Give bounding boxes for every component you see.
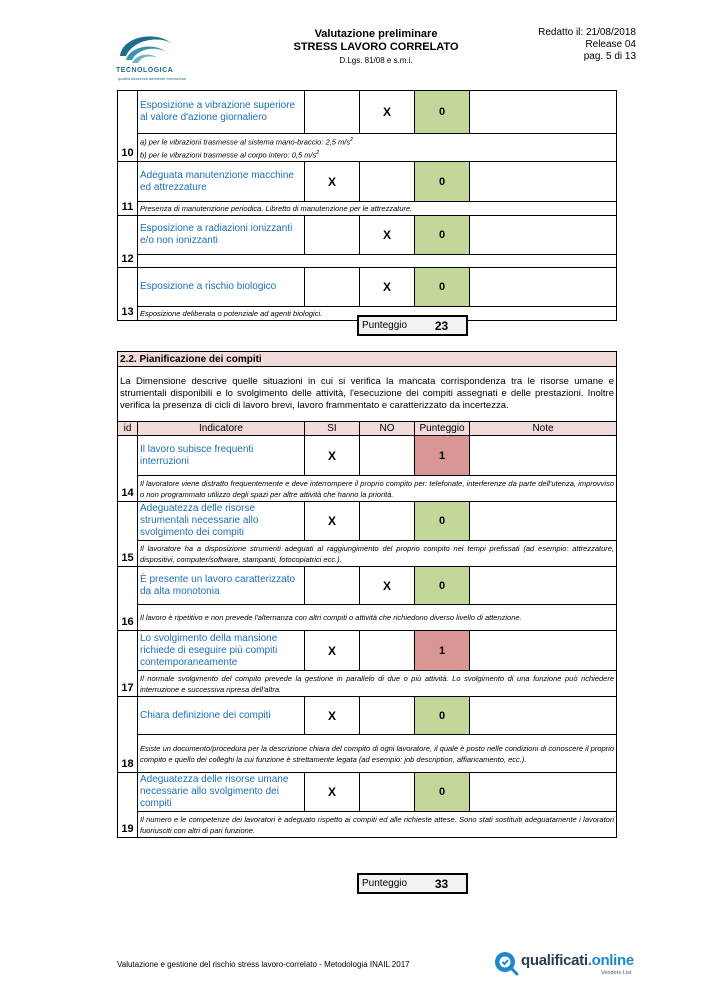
row-si: [305, 567, 360, 605]
table-row-description: [118, 202, 617, 216]
row-score: 0: [415, 502, 470, 541]
document-title: Valutazione preliminare: [314, 28, 438, 40]
document-title-block: [260, 28, 492, 67]
row-description: Il lavoratore viene distratto frequentemente e deve interrompere il proprio compito per: telefonate, interferenze da parte dell'utenza, improvviso o non programmato utilizzo degli spazi per altre attività che hanno la priorità.: [138, 476, 617, 502]
row-no: X: [360, 567, 415, 605]
row-id: 18: [118, 697, 138, 773]
punteggio-value: 33: [434, 876, 449, 891]
table-row: [118, 567, 617, 605]
row-description: Il lavoro è ripetitivo e non prevede l'alternanza con altri compiti o attività che richiedono diverso livello di attenzione.: [138, 605, 617, 631]
brand-subtitle: Vendors List: [601, 970, 632, 976]
document-meta: [538, 27, 636, 63]
row-description: Esiste un documento/procedura per la descrizione chiara del compito di ogni lavoratore, il quale è posto nelle condizioni di conoscere il proprio compito e quello dei colleghi la cui funzione è strettamente legata (ad esempio: job description, affiancamento, ecc.).: [138, 735, 617, 773]
col-header-si: SI: [305, 422, 360, 436]
row-id: 19: [118, 773, 138, 838]
qualificati-logo: [493, 948, 643, 978]
row-si: X: [305, 773, 360, 812]
row-score: 0: [415, 216, 470, 255]
row-notes: [470, 436, 617, 476]
indicators-table-top: [117, 90, 617, 321]
row-score: 0: [415, 91, 470, 134]
row-notes: [470, 697, 617, 735]
row-no: X: [360, 91, 415, 134]
table-row: [118, 216, 617, 255]
row-score: 1: [415, 631, 470, 671]
table-row-description: [118, 735, 617, 773]
table-row-description: [118, 255, 617, 268]
row-indicator: Lo svolgimento della mansione richiede di eseguire più compiti contemporaneamente: [138, 631, 305, 671]
row-si: [305, 216, 360, 255]
redatto-date: Redatto il: 21/08/2018: [538, 27, 636, 38]
row-description: Il normale svolgimento del compito prevede la gestione in parallelo di due o più attività. Lo svolgimento di una funzione può richiedere interruzione e successiva ripresa dell'altra.: [138, 671, 617, 697]
qualificati-magnifier-icon: [493, 950, 519, 976]
row-score: 0: [415, 567, 470, 605]
table-row: [118, 502, 617, 541]
row-indicator: Esposizione a radiazioni ionizzanti e/o non ionizzanti: [138, 216, 305, 255]
row-description: Esposizione deliberata o potenziale ad agenti biologici.: [138, 307, 617, 321]
row-id: 13: [118, 268, 138, 321]
page-header: [0, 0, 706, 90]
row-indicator: Chiara definizione dei compiti: [138, 697, 305, 735]
section-intro-row: [118, 367, 617, 422]
row-notes: [470, 268, 617, 307]
row-indicator: Esposizione a vibrazione superiore al valore d'azione giornaliero: [138, 91, 305, 134]
table-row-description: [118, 605, 617, 631]
row-description: Il lavoratore ha a disposizione strumenti adeguati al raggiungimento del proprio compito nei tempi prefissati (ad esempio: attrezzature, dispositivi, computer/software, stampanti, fotocopiatrici ecc.).: [138, 541, 617, 567]
row-description: Presenza di manutenzione periodica. Libretto di manutenzione per le attrezzature.: [138, 202, 617, 216]
indicators-table-section: [117, 351, 617, 838]
table-row-description: [118, 541, 617, 567]
col-header-notes: Note: [470, 422, 617, 436]
table-row: [118, 436, 617, 476]
row-indicator: È presente un lavoro caratterizzato da alta monotonia: [138, 567, 305, 605]
row-si: X: [305, 162, 360, 202]
row-no: [360, 436, 415, 476]
row-id: 11: [118, 162, 138, 216]
row-id: 16: [118, 567, 138, 631]
row-notes: [470, 502, 617, 541]
table-row: [118, 268, 617, 307]
section-title: 2.2. Pianificazione dei compiti: [118, 352, 617, 367]
row-indicator: Esposizione a rischio biologico: [138, 268, 305, 307]
row-score: 1: [415, 436, 470, 476]
brand-name: qualificati.online: [521, 952, 634, 969]
row-notes: [470, 162, 617, 202]
row-no: [360, 502, 415, 541]
row-id: 15: [118, 502, 138, 567]
col-header-no: NO: [360, 422, 415, 436]
punteggio-box: [357, 873, 468, 894]
table-row-description: [118, 671, 617, 697]
punteggio-label: Punteggio: [362, 878, 408, 889]
row-no: X: [360, 216, 415, 255]
table-row-description: [118, 476, 617, 502]
table-row: [118, 631, 617, 671]
row-score: 0: [415, 268, 470, 307]
row-id: 12: [118, 216, 138, 268]
punteggio-label: Punteggio: [362, 320, 408, 331]
row-no: X: [360, 268, 415, 307]
col-header-indicator: Indicatore: [138, 422, 305, 436]
table-row-description: [118, 134, 617, 162]
table-row: [118, 91, 617, 134]
col-header-score: Punteggio: [415, 422, 470, 436]
table-row: [118, 162, 617, 202]
logo-text: TECNOLOGICA: [116, 67, 174, 74]
row-no: [360, 631, 415, 671]
row-si: X: [305, 697, 360, 735]
row-si: [305, 268, 360, 307]
row-indicator: Il lavoro subisce frequenti interruzioni: [138, 436, 305, 476]
row-score: 0: [415, 162, 470, 202]
document-law-reference: D.Lgs. 81/08 e s.m.i.: [339, 56, 413, 65]
punteggio-box: [357, 315, 468, 336]
table-row-description: [118, 812, 617, 838]
section-intro: La Dimensione descrive quelle situazioni in cui si verifica la mancata corrispondenza tra le risorse umane e strumentali disponibili e lo svolgimento delle attività, l'esecuzione dei compiti assegnati e delle prestazioni. Inoltre verifica la presenza di cicli di lavoro brevi, lavoro frammentato e caratterizzato da incertezza.: [118, 367, 617, 422]
row-si: [305, 91, 360, 134]
col-header-id: id: [118, 422, 138, 436]
row-no: [360, 773, 415, 812]
section-title-row: [118, 352, 617, 367]
table-row: [118, 773, 617, 812]
row-description: [138, 255, 617, 268]
row-description: Il numero e le competenze dei lavoratori è adeguato rispetto ai compiti ed alle richieste attese. Sono stati sostituiti adeguatamente i lavoratori fuoriusciti con altri di pari funzione.: [138, 812, 617, 838]
row-id: 14: [118, 436, 138, 502]
row-notes: [470, 631, 617, 671]
row-notes: [470, 773, 617, 812]
row-no: [360, 162, 415, 202]
release-number: Release 04: [585, 39, 636, 50]
row-notes: [470, 567, 617, 605]
row-indicator: Adeguatezza delle risorse umane necessarie allo svolgimento dei compiti: [138, 773, 305, 812]
row-indicator: Adeguatezza delle risorse strumentali necessarie allo svolgimento dei compiti: [138, 502, 305, 541]
row-id: 10: [118, 91, 138, 162]
row-id: 17: [118, 631, 138, 697]
row-indicator: Adeguata manutenzione macchine ed attrezzature: [138, 162, 305, 202]
row-score: 0: [415, 697, 470, 735]
footer-text: Valutazione e gestione del rischio stress lavoro-correlato - Metodologia INAIL 2017: [117, 960, 410, 969]
row-description: a) per le vibrazioni trasmesse al sistema mano-braccio: 2,5 $m/s^2$ b) per le vibrazioni trasmesse al corpo intero: 0,5 $m/s^2$: [138, 134, 617, 162]
row-notes: [470, 216, 617, 255]
table-header-row: [118, 422, 617, 436]
table-row: [118, 697, 617, 735]
logo-subtext: qualità sicurezza ambiente formazione: [118, 76, 187, 81]
row-si: X: [305, 436, 360, 476]
row-notes: [470, 91, 617, 134]
row-si: X: [305, 502, 360, 541]
row-no: [360, 697, 415, 735]
row-si: X: [305, 631, 360, 671]
punteggio-value: 23: [434, 318, 449, 333]
page-number: pag. 5 di 13: [583, 51, 636, 62]
document-subject: STRESS LAVORO CORRELATO: [293, 41, 459, 53]
row-score: 0: [415, 773, 470, 812]
